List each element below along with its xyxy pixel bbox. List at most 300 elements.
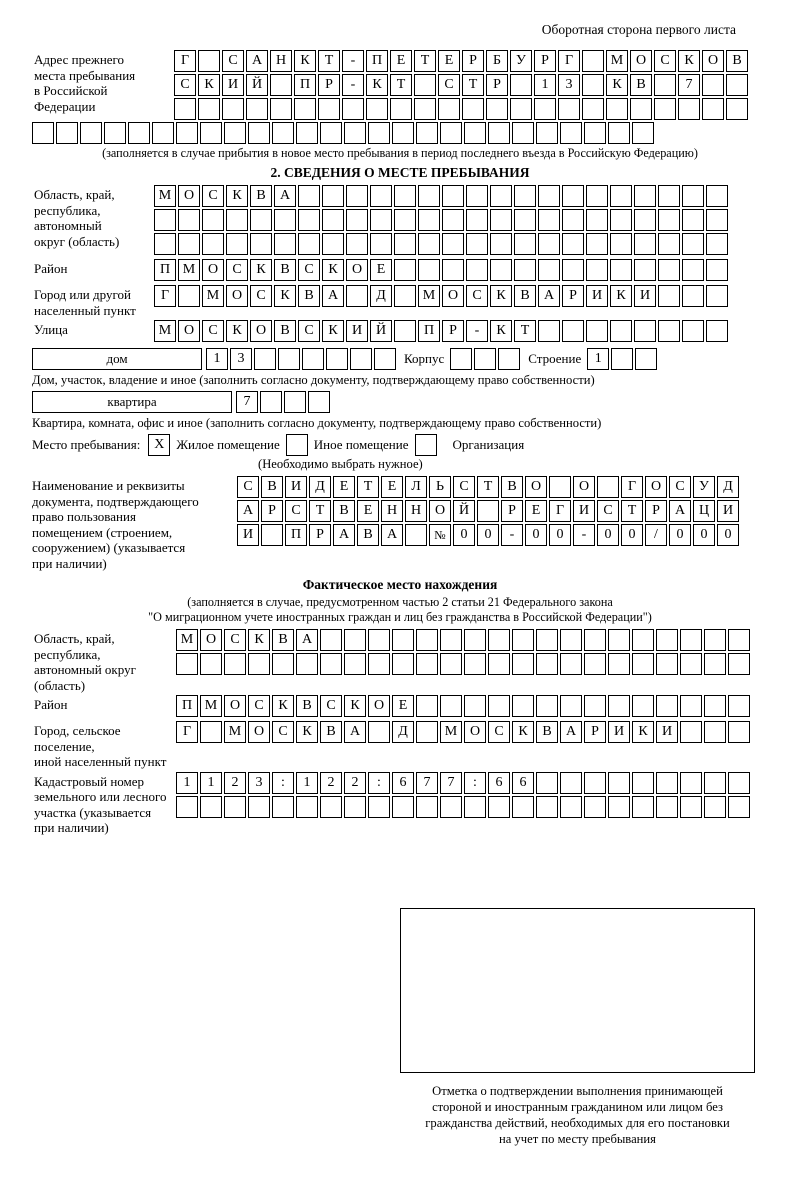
char-cell[interactable]: К [366,74,388,96]
char-cell[interactable]: А [274,185,296,207]
char-cell[interactable] [246,98,268,120]
char-cell[interactable] [608,653,630,675]
char-cell[interactable]: К [272,695,294,717]
char-cell[interactable] [586,259,608,281]
char-cell[interactable] [558,98,580,120]
char-cell[interactable]: Г [549,500,571,522]
char-cell[interactable] [632,695,654,717]
char-cell[interactable]: 1 [534,74,556,96]
char-cell[interactable]: Е [381,476,403,498]
char-cell[interactable]: В [501,476,523,498]
char-cell[interactable]: Г [154,285,176,307]
char-cell[interactable] [582,98,604,120]
char-cell[interactable]: К [678,50,700,72]
char-cell[interactable]: Г [176,721,198,743]
char-cell[interactable]: Р [261,500,283,522]
char-cell[interactable]: У [510,50,532,72]
char-cell[interactable] [128,122,150,144]
char-cell[interactable] [274,233,296,255]
char-cell[interactable] [440,122,462,144]
char-cell[interactable]: О [645,476,667,498]
char-cell[interactable] [726,74,748,96]
char-cell[interactable]: Т [414,50,436,72]
char-cell[interactable]: А [381,524,403,546]
char-cell[interactable]: 3 [248,772,270,794]
char-cell[interactable]: 7 [236,391,258,413]
char-cell[interactable] [394,233,416,255]
char-cell[interactable] [635,348,657,370]
char-cell[interactable]: - [573,524,595,546]
char-cell[interactable]: А [344,721,366,743]
char-cell[interactable]: Т [309,500,331,522]
char-cell[interactable] [586,320,608,342]
char-cell[interactable] [418,209,440,231]
char-cell[interactable]: - [342,74,364,96]
char-cell[interactable]: В [261,476,283,498]
char-cell[interactable]: 2 [344,772,366,794]
char-cell[interactable] [320,653,342,675]
char-cell[interactable] [80,122,102,144]
char-cell[interactable] [560,772,582,794]
checkbox-zhiloe[interactable]: Х [148,434,170,456]
char-cell[interactable] [702,74,724,96]
char-cell[interactable]: 1 [296,772,318,794]
char-cell[interactable] [586,233,608,255]
char-cell[interactable] [632,122,654,144]
char-cell[interactable] [154,209,176,231]
char-cell[interactable] [658,185,680,207]
char-cell[interactable] [440,629,462,651]
char-cell[interactable] [416,721,438,743]
char-cell[interactable] [512,629,534,651]
char-cell[interactable]: О [442,285,464,307]
char-cell[interactable] [318,98,340,120]
char-cell[interactable]: 1 [587,348,609,370]
char-cell[interactable]: В [272,629,294,651]
char-cell[interactable]: 0 [525,524,547,546]
char-cell[interactable] [278,348,300,370]
char-cell[interactable]: Р [442,320,464,342]
char-cell[interactable] [440,796,462,818]
char-cell[interactable] [490,259,512,281]
char-cell[interactable] [704,721,726,743]
char-cell[interactable] [392,629,414,651]
char-cell[interactable] [298,185,320,207]
char-cell[interactable] [538,320,560,342]
char-cell[interactable] [270,98,292,120]
char-cell[interactable]: С [654,50,676,72]
char-cell[interactable] [490,233,512,255]
char-cell[interactable]: С [298,320,320,342]
char-cell[interactable] [320,796,342,818]
char-cell[interactable] [512,796,534,818]
char-cell[interactable] [584,653,606,675]
char-cell[interactable] [394,209,416,231]
char-cell[interactable] [514,185,536,207]
char-cell[interactable] [272,653,294,675]
char-cell[interactable] [370,233,392,255]
char-cell[interactable]: 2 [224,772,246,794]
char-cell[interactable]: А [333,524,355,546]
char-cell[interactable] [608,695,630,717]
char-cell[interactable]: М [200,695,222,717]
char-cell[interactable]: : [368,772,390,794]
char-cell[interactable]: К [250,259,272,281]
checkbox-organizaciya[interactable] [415,434,437,456]
char-cell[interactable] [224,796,246,818]
char-cell[interactable]: О [464,721,486,743]
char-cell[interactable] [178,233,200,255]
char-cell[interactable]: М [202,285,224,307]
char-cell[interactable] [682,320,704,342]
char-cell[interactable] [464,122,486,144]
char-cell[interactable] [322,185,344,207]
char-cell[interactable] [608,796,630,818]
char-cell[interactable]: 0 [669,524,691,546]
char-cell[interactable] [418,233,440,255]
char-cell[interactable] [706,320,728,342]
char-cell[interactable]: - [342,50,364,72]
char-cell[interactable]: С [453,476,475,498]
char-cell[interactable]: Р [309,524,331,546]
char-cell[interactable] [392,653,414,675]
char-cell[interactable]: А [322,285,344,307]
char-cell[interactable]: Т [621,500,643,522]
char-cell[interactable] [611,348,633,370]
char-cell[interactable] [200,653,222,675]
char-cell[interactable]: С [320,695,342,717]
char-cell[interactable]: С [466,285,488,307]
char-cell[interactable]: Г [174,50,196,72]
char-cell[interactable] [392,122,414,144]
char-cell[interactable]: Т [357,476,379,498]
char-cell[interactable] [656,653,678,675]
char-cell[interactable]: 6 [488,772,510,794]
char-cell[interactable] [678,98,700,120]
char-cell[interactable]: 3 [230,348,252,370]
char-cell[interactable] [514,209,536,231]
char-cell[interactable] [368,721,390,743]
char-cell[interactable] [597,476,619,498]
char-cell[interactable]: К [512,721,534,743]
char-cell[interactable]: И [573,500,595,522]
char-cell[interactable] [224,653,246,675]
char-cell[interactable] [416,796,438,818]
char-cell[interactable] [442,259,464,281]
char-cell[interactable]: О [224,695,246,717]
char-cell[interactable]: В [320,721,342,743]
char-cell[interactable]: Е [390,50,412,72]
char-cell[interactable] [248,122,270,144]
char-cell[interactable] [294,98,316,120]
char-cell[interactable]: С [222,50,244,72]
char-cell[interactable] [584,796,606,818]
char-cell[interactable]: Т [514,320,536,342]
char-cell[interactable]: С [237,476,259,498]
char-cell[interactable] [394,285,416,307]
char-cell[interactable]: А [237,500,259,522]
char-cell[interactable] [272,122,294,144]
char-cell[interactable]: Д [392,721,414,743]
char-cell[interactable] [442,209,464,231]
char-cell[interactable]: 0 [717,524,739,546]
char-cell[interactable] [488,122,510,144]
char-cell[interactable]: Р [534,50,556,72]
char-cell[interactable]: А [669,500,691,522]
char-cell[interactable] [174,98,196,120]
char-cell[interactable]: С [202,185,224,207]
char-cell[interactable] [104,122,126,144]
char-cell[interactable] [466,233,488,255]
char-cell[interactable] [250,233,272,255]
char-cell[interactable]: Ц [693,500,715,522]
char-cell[interactable] [560,653,582,675]
char-cell[interactable] [346,185,368,207]
char-cell[interactable] [326,348,348,370]
char-cell[interactable]: Б [486,50,508,72]
char-cell[interactable]: № [429,524,451,546]
char-cell[interactable] [582,74,604,96]
char-cell[interactable]: М [224,721,246,743]
char-cell[interactable] [466,259,488,281]
char-cell[interactable] [176,122,198,144]
char-cell[interactable] [370,209,392,231]
char-cell[interactable] [248,796,270,818]
char-cell[interactable] [702,98,724,120]
char-cell[interactable] [298,233,320,255]
char-cell[interactable]: 2 [320,772,342,794]
char-cell[interactable]: : [272,772,294,794]
char-cell[interactable] [261,524,283,546]
char-cell[interactable] [606,98,628,120]
char-cell[interactable]: О [226,285,248,307]
char-cell[interactable] [706,209,728,231]
char-cell[interactable] [610,320,632,342]
char-cell[interactable]: 0 [693,524,715,546]
char-cell[interactable] [296,122,318,144]
char-cell[interactable] [680,772,702,794]
char-cell[interactable]: Д [309,476,331,498]
char-cell[interactable] [56,122,78,144]
char-cell[interactable] [344,122,366,144]
char-cell[interactable] [416,653,438,675]
char-cell[interactable] [176,796,198,818]
char-cell[interactable]: Е [370,259,392,281]
char-cell[interactable]: 6 [392,772,414,794]
char-cell[interactable]: Н [270,50,292,72]
char-cell[interactable]: Е [392,695,414,717]
char-cell[interactable] [510,74,532,96]
char-cell[interactable] [302,348,324,370]
char-cell[interactable]: В [630,74,652,96]
char-cell[interactable]: Р [486,74,508,96]
char-cell[interactable]: В [357,524,379,546]
char-cell[interactable] [418,185,440,207]
char-cell[interactable]: М [154,185,176,207]
char-cell[interactable]: К [198,74,220,96]
char-cell[interactable]: О [368,695,390,717]
char-cell[interactable]: С [248,695,270,717]
char-cell[interactable] [560,629,582,651]
char-cell[interactable]: И [608,721,630,743]
char-cell[interactable] [462,98,484,120]
char-cell[interactable] [488,653,510,675]
char-cell[interactable] [442,233,464,255]
char-cell[interactable] [632,772,654,794]
char-cell[interactable]: С [226,259,248,281]
char-cell[interactable]: Й [370,320,392,342]
char-cell[interactable]: О [429,500,451,522]
char-cell[interactable] [490,185,512,207]
char-cell[interactable]: 3 [558,74,580,96]
char-cell[interactable] [368,122,390,144]
char-cell[interactable] [202,209,224,231]
char-cell[interactable] [514,259,536,281]
char-cell[interactable] [549,476,571,498]
char-cell[interactable]: Т [477,476,499,498]
char-cell[interactable] [440,653,462,675]
char-cell[interactable]: Ь [429,476,451,498]
char-cell[interactable]: О [200,629,222,651]
char-cell[interactable]: 1 [200,772,222,794]
char-cell[interactable]: П [154,259,176,281]
char-cell[interactable] [488,695,510,717]
char-cell[interactable]: В [298,285,320,307]
char-cell[interactable]: - [466,320,488,342]
char-cell[interactable]: Й [246,74,268,96]
char-cell[interactable]: К [296,721,318,743]
char-cell[interactable]: К [606,74,628,96]
char-cell[interactable] [322,209,344,231]
char-cell[interactable] [634,233,656,255]
char-cell[interactable]: А [560,721,582,743]
char-cell[interactable] [418,259,440,281]
char-cell[interactable] [562,320,584,342]
char-cell[interactable] [726,98,748,120]
char-cell[interactable] [498,348,520,370]
char-cell[interactable] [654,98,676,120]
char-cell[interactable] [416,695,438,717]
char-cell[interactable] [486,98,508,120]
char-cell[interactable] [464,629,486,651]
char-cell[interactable]: Е [357,500,379,522]
char-cell[interactable]: А [246,50,268,72]
char-cell[interactable]: Р [645,500,667,522]
char-cell[interactable]: Е [525,500,547,522]
char-cell[interactable]: О [202,259,224,281]
char-cell[interactable] [680,796,702,818]
char-cell[interactable] [368,629,390,651]
char-cell[interactable]: 7 [678,74,700,96]
char-cell[interactable] [224,122,246,144]
char-cell[interactable]: О [346,259,368,281]
char-cell[interactable]: С [488,721,510,743]
char-cell[interactable] [560,796,582,818]
char-cell[interactable]: Р [318,74,340,96]
char-cell[interactable]: П [418,320,440,342]
char-cell[interactable] [704,695,726,717]
char-cell[interactable]: М [176,629,198,651]
char-cell[interactable] [562,185,584,207]
char-cell[interactable] [514,233,536,255]
char-cell[interactable]: П [176,695,198,717]
char-cell[interactable]: 7 [416,772,438,794]
char-cell[interactable] [728,772,750,794]
char-cell[interactable]: Е [333,476,355,498]
char-cell[interactable]: 0 [621,524,643,546]
char-cell[interactable]: В [514,285,536,307]
char-cell[interactable] [272,796,294,818]
char-cell[interactable]: О [573,476,595,498]
char-cell[interactable] [584,629,606,651]
char-cell[interactable] [656,695,678,717]
char-cell[interactable] [658,209,680,231]
char-cell[interactable] [308,391,330,413]
char-cell[interactable]: 0 [477,524,499,546]
char-cell[interactable] [474,348,496,370]
char-cell[interactable] [438,98,460,120]
char-cell[interactable] [466,185,488,207]
char-cell[interactable] [368,653,390,675]
char-cell[interactable] [490,209,512,231]
char-cell[interactable] [536,653,558,675]
char-cell[interactable] [584,695,606,717]
char-cell[interactable] [682,285,704,307]
char-cell[interactable] [560,695,582,717]
char-cell[interactable] [658,233,680,255]
char-cell[interactable]: П [285,524,307,546]
char-cell[interactable]: : [464,772,486,794]
char-cell[interactable] [728,796,750,818]
char-cell[interactable] [632,629,654,651]
char-cell[interactable] [254,348,276,370]
char-cell[interactable]: Т [318,50,340,72]
char-cell[interactable] [728,629,750,651]
char-cell[interactable]: И [656,721,678,743]
char-cell[interactable] [200,796,222,818]
char-cell[interactable] [656,772,678,794]
char-cell[interactable] [536,695,558,717]
char-cell[interactable]: Н [405,500,427,522]
char-cell[interactable]: - [501,524,523,546]
char-cell[interactable]: М [440,721,462,743]
char-cell[interactable] [706,233,728,255]
char-cell[interactable]: К [322,320,344,342]
char-cell[interactable]: С [298,259,320,281]
checkbox-inoe[interactable] [286,434,308,456]
char-cell[interactable]: М [606,50,628,72]
char-cell[interactable] [608,772,630,794]
char-cell[interactable] [608,122,630,144]
char-cell[interactable]: К [632,721,654,743]
char-cell[interactable]: А [538,285,560,307]
char-cell[interactable] [414,74,436,96]
char-cell[interactable] [440,695,462,717]
char-cell[interactable]: И [586,285,608,307]
char-cell[interactable] [562,259,584,281]
char-cell[interactable] [610,185,632,207]
char-cell[interactable] [366,98,388,120]
char-cell[interactable]: М [178,259,200,281]
char-cell[interactable]: В [333,500,355,522]
char-cell[interactable] [658,259,680,281]
char-cell[interactable] [562,209,584,231]
char-cell[interactable] [656,629,678,651]
char-cell[interactable] [178,209,200,231]
char-cell[interactable] [32,122,54,144]
char-cell[interactable] [322,233,344,255]
char-cell[interactable] [202,233,224,255]
